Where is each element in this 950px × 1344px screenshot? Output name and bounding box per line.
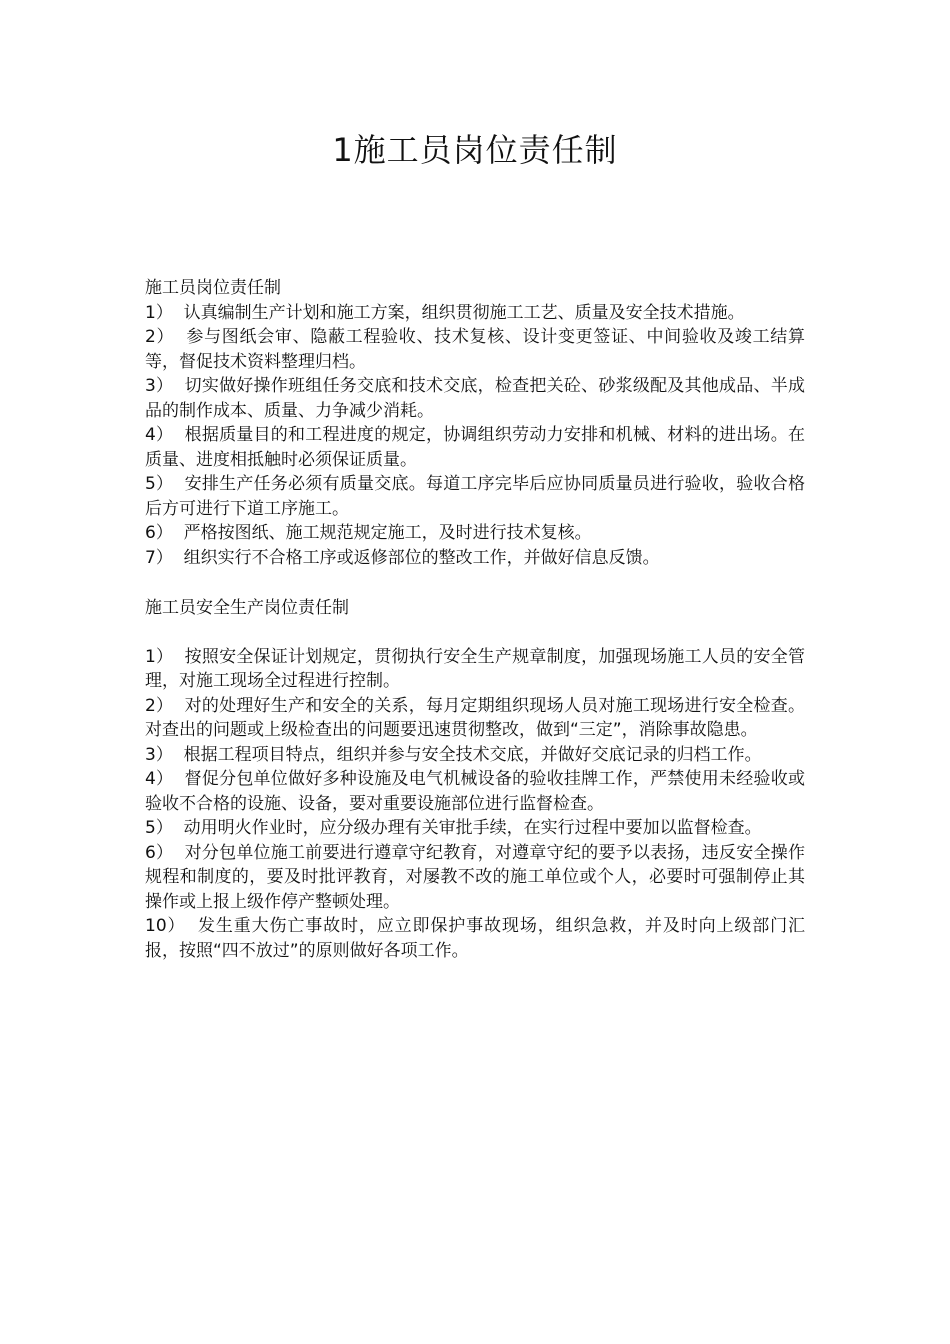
list-item [145,423,805,472]
list-item [145,767,805,816]
item-text: 安排生产任务必须有质量交底。每道工序完毕后应协同质量员进行验收，验收合格后方可进行下道工序施工。 [145,474,805,519]
list-item [145,743,805,768]
item-number: 6） [145,523,173,543]
spacer [145,621,805,645]
list-item [145,374,805,423]
list-item [145,694,805,743]
item-number: 5） [145,818,173,838]
section-2-list [145,645,805,964]
section-heading: 施工员安全生产岗位责任制 [145,598,349,618]
document-body [145,276,805,963]
item-number: 5） [145,474,174,494]
item-number: 2） [145,695,174,716]
item-text: 动用明火作业时，应分级办理有关审批手续，在实行过程中要加以监督检查。 [183,818,762,838]
document-title: 1施工员岗位责任制 [332,131,618,169]
item-number: 4） [145,769,174,789]
item-text: 发生重大伤亡事故时，应立即保护事故现场，组织急救，并及时向上级部门汇报，按照“四不放过”的原则做好各项工作。 [145,916,806,961]
item-text: 按照安全保证计划规定，贯彻执行安全生产规章制度，加强现场施工人员的安全管理，对施工现场全过程进行控制。 [145,646,805,691]
list-item [145,521,805,546]
list-item [145,301,805,326]
list-item [145,645,805,694]
item-text: 对分包单位施工前要进行遵章守纪教育，对遵章守纪的要予以表扬，违反安全操作规程和制度的，要及时批评教育，对屡教不改的施工单位或个人，必要时可强制停止其操作或上报上级作停产整顿处理。 [145,842,805,912]
item-number: 7） [145,547,173,568]
section-1-list [145,301,805,571]
item-text: 督促分包单位做好多种设施及电气机械设备的验收挂牌工作，严禁使用未经验收或验收不合格的设施、设备，要对重要设施部位进行监督检查。 [145,769,805,814]
list-item [145,841,805,915]
list-item [145,325,805,374]
item-text: 根据工程项目特点，组织并参与安全技术交底，并做好交底记录的归档工作。 [183,744,762,765]
item-text: 组织实行不合格工序或返修部位的整改工作，并做好信息反馈。 [183,547,660,568]
item-number: 1） [145,646,174,667]
item-number: 1） [145,302,173,323]
item-text: 认真编制生产计划和施工方案，组织贯彻施工工艺、质量及安全技术措施。 [183,302,745,323]
item-text: 参与图纸会审、隐蔽工程验收、技术复核、设计变更签证、中间验收及竣工结算等，督促技术资料整理归档。 [145,327,806,372]
item-number: 6） [145,842,174,863]
list-item [145,816,805,841]
item-text: 严格按图纸、施工规范规定施工，及时进行技术复核。 [183,523,592,543]
item-number: 10） [145,916,186,936]
item-text: 对的处理好生产和安全的关系，每月定期组织现场人员对施工现场进行安全检查。对查出的问题或上级检查出的问题要迅速贯彻整改，做到“三定”，消除事故隐患。 [145,695,805,740]
item-text: 切实做好操作班组任务交底和技术交底，检查把关砼、砂浆级配及其他成品、半成品的制作成本、质量、力争减少消耗。 [145,376,805,421]
list-item [145,546,805,571]
item-number: 4） [145,425,174,445]
list-item [145,472,805,521]
item-number: 2） [145,327,175,347]
item-number: 3） [145,376,174,396]
spacer [145,570,805,596]
item-text: 根据质量目的和工程进度的规定，协调组织劳动力安排和机械、材料的进出场。在质量、进度相抵触时必须保证质量。 [145,425,805,470]
list-item [145,914,805,963]
section-heading: 施工员岗位责任制 [145,278,281,298]
item-number: 3） [145,744,173,765]
